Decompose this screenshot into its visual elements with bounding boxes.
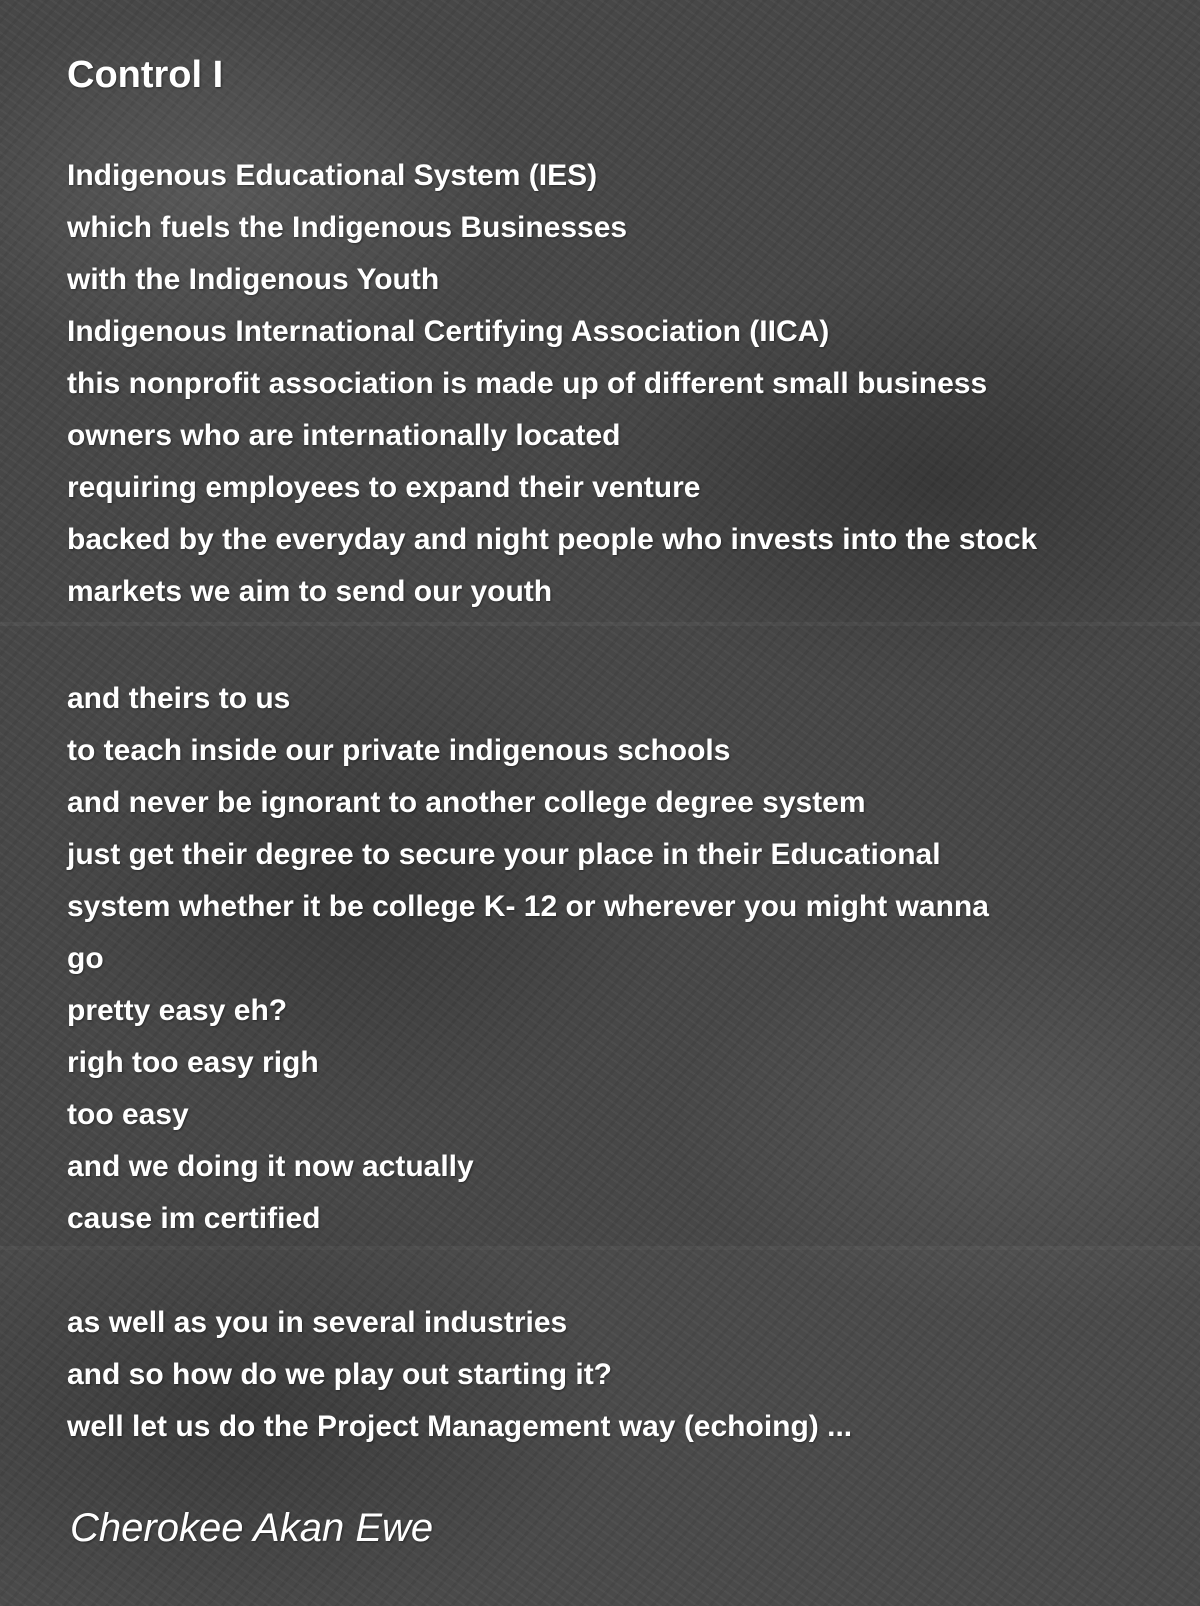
poem-title: Control I bbox=[67, 54, 224, 96]
poem-line: markets we aim to send our youth bbox=[67, 575, 553, 608]
stanza-3 bbox=[67, 1297, 852, 1453]
poem-line: just get their degree to secure your place in their Educational bbox=[67, 838, 941, 871]
poem-line: too easy bbox=[67, 1098, 189, 1131]
stanza-1 bbox=[67, 150, 1037, 618]
poem-line: which fuels the Indigenous Businesses bbox=[67, 211, 628, 244]
poem-line: and never be ignorant to another college degree system bbox=[67, 786, 866, 819]
poem-line: backed by the everyday and night people who invests into the stock bbox=[67, 523, 1038, 556]
poem-author: Cherokee Akan Ewe bbox=[70, 1506, 434, 1550]
poem-line: requiring employees to expand their venture bbox=[67, 471, 701, 504]
poem-line: righ too easy righ bbox=[67, 1046, 319, 1079]
poem-line: and so how do we play out starting it? bbox=[67, 1358, 613, 1391]
poem-line: and we doing it now actually bbox=[67, 1150, 474, 1183]
stanza-2 bbox=[67, 673, 989, 1245]
poem-line: pretty easy eh? bbox=[67, 994, 288, 1027]
poem-line: cause im certified bbox=[67, 1202, 321, 1235]
poem-line: and theirs to us bbox=[67, 682, 291, 715]
poem-line: system whether it be college K- 12 or wherever you might wanna bbox=[67, 890, 989, 923]
poem-line: Indigenous Educational System (IES) bbox=[67, 159, 598, 192]
poem-line: this nonprofit association is made up of different small business bbox=[67, 367, 988, 400]
poem-line: Indigenous International Certifying Association (IICA) bbox=[67, 315, 830, 348]
poem-line: owners who are internationally located bbox=[67, 419, 621, 452]
poem-line: go bbox=[67, 942, 104, 975]
poem-line: as well as you in several industries bbox=[67, 1306, 568, 1339]
poem-line: with the Indigenous Youth bbox=[67, 263, 440, 296]
poem-line: to teach inside our private indigenous schools bbox=[67, 734, 731, 767]
poem-line: well let us do the Project Management way (echoing) ... bbox=[67, 1410, 853, 1443]
